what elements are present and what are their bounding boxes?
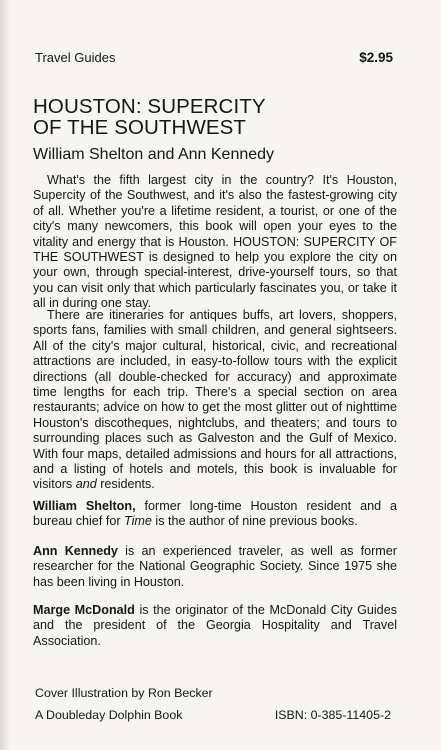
bio-mcdonald [33, 603, 397, 649]
description-paragraph-2 [33, 308, 397, 493]
description-paragraph-1 [33, 173, 397, 312]
bio-shelton-magazine: Time [124, 514, 152, 529]
price-label: $2.95 [359, 50, 393, 65]
series-label: Travel Guides [35, 50, 116, 65]
description-text-1: What's the fifth largest city in the country? It's Houston, Supercity of the Southwest, and it's also the fastest-growing city of all. Whether you're a lifetime resident, a tourist, or one of the city's many newcomers, this book will open your eyes to the vitality and energy that is Houston. HOUSTON: SUPERCITY OF THE SOUTHWEST is designed to help you explore the city on your own, through special-interest, drive-yourself tours, so that you can visit only that which particularly fascinates you, or take it all in during one stay. [33, 173, 397, 311]
isbn-label: ISBN: 0-385-11405-2 [274, 708, 391, 722]
bio-shelton [33, 499, 397, 530]
description-text-2: There are itineraries for antiques buffs, art lovers, shoppers, sports fans, families with small children, and general sightseers. All of the city's major cultural, historical, civic, and recreational attractions are included, in easy-to-follow tours with the explicit directions (all double-checked for accuracy) and approximate time lengths for each trip. There's a special section on area restaurants; advice on how to get the most glitter out of nighttime Houston's discotheques, nightclubs, and theaters; and tours to surrounding places such as Galveston and the Gulf of Mexico. With four maps, detailed admissions and hours for all attractions, and a listing of hotels and motels, this book is invaluable for visitors [33, 308, 397, 492]
publisher-label: A Doubleday Dolphin Book [35, 708, 183, 722]
title-line-1: HOUSTON: SUPERCITY [33, 95, 266, 118]
bio-mcdonald-name: Marge McDonald [33, 603, 135, 617]
bio-kennedy-text: is an experienced traveler, as well as former researcher for the National Geographic Society. Since 1975 she has been living in Houston. [33, 544, 397, 589]
bio-shelton-text: former long-time Houston resident and a bureau chief for [33, 499, 398, 529]
description-emphasis: and [75, 477, 97, 492]
book-authors: William Shelton and Ann Kennedy [33, 146, 275, 163]
bio-shelton-text-end: is the author of nine previous books. [155, 514, 358, 529]
footer-row [35, 708, 391, 722]
title-line-2: OF THE SOUTHWEST [33, 116, 247, 139]
bio-kennedy-name: Ann Kennedy [33, 544, 118, 558]
header-row [35, 50, 393, 65]
illustration-credit: Cover Illustration by Ron Becker [35, 686, 213, 700]
spine-shadow [0, 0, 10, 750]
bio-kennedy [33, 544, 397, 590]
bio-mcdonald-text: is the originator of the McDonald City Guides and the president of the Georgia Hospitality and Travel Association. [33, 603, 397, 648]
description-text-2-end: residents. [100, 477, 155, 492]
bio-shelton-name: William Shelton, [33, 499, 136, 513]
book-title [33, 96, 266, 138]
